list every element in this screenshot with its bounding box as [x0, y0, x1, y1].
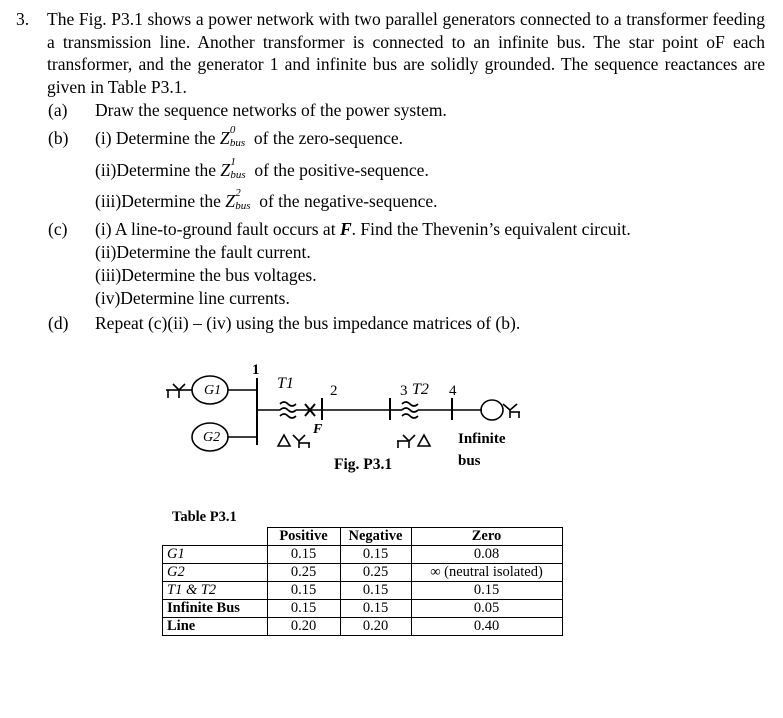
table-header-cell: Zero [411, 528, 562, 546]
part-d-label: (d) [48, 313, 69, 333]
part-b1: (i) Determine the Z 0 bus of the zero-sequence. [95, 124, 404, 149]
table-cell: Line [163, 618, 268, 636]
table-cell: 0.40 [411, 618, 562, 636]
part-c1: (i) A line-to-ground fault occurs at F. Find the Thevenin’s equivalent circuit. [95, 219, 631, 239]
table-header-cell: Positive [267, 528, 340, 546]
fault-label: F [313, 422, 323, 437]
bus-3-label: 3 [400, 383, 408, 399]
part-a-text: Draw the sequence networks of the power system. [95, 100, 447, 120]
table-cell: 0.15 [267, 600, 340, 618]
transformer-t2-coils [402, 402, 418, 418]
bus-1-label: 1 [252, 362, 260, 378]
g1-ground-symbol [166, 384, 192, 398]
part-c3: (iii)Determine the bus voltages. [95, 265, 317, 285]
part-d-text: Repeat (c)(ii) – (iv) using the bus impedance matrices of (b). [95, 313, 521, 333]
table-header-row [163, 528, 563, 546]
table-row [163, 600, 563, 618]
table-header-cell [163, 528, 268, 546]
table-row [163, 618, 563, 636]
table-cell: G1 [163, 546, 268, 564]
table-row [163, 564, 563, 582]
question-paragraph: The Fig. P3.1 shows a power network with two parallel generators connected to a transformer feeding a transmission line. Another transformer is connected to an infinite bus. The star point oF each transformer, and the generator 1 and infinite bus are solidly grounded. The sequence reactances are given in Table P3.1. [47, 9, 765, 97]
question-number: 3. [16, 9, 30, 29]
t2-connection-symbol [397, 435, 430, 448]
part-a-label: (a) [48, 100, 68, 120]
bus-2-label: 2 [330, 383, 338, 399]
table-cell: 0.20 [340, 618, 411, 636]
bus-4-label: 4 [449, 383, 457, 399]
g2-label: G2 [203, 430, 221, 445]
table-cell: 0.08 [411, 546, 562, 564]
zbus-negative-symbol: Z 2 bus [225, 187, 251, 212]
table-cell: 0.15 [267, 546, 340, 564]
infinite-bus-label-2: bus [458, 453, 481, 469]
table-header-cell: Negative [340, 528, 411, 546]
part-c2: (ii)Determine the fault current. [95, 242, 311, 262]
table-cell: 0.15 [267, 582, 340, 600]
g1-label: G1 [204, 383, 222, 398]
table-cell: Infinite Bus [163, 600, 268, 618]
table-cell: 0.25 [340, 564, 411, 582]
table-cell: 0.25 [267, 564, 340, 582]
part-b2: (ii)Determine the Z 1 bus of the positive-sequence. [95, 156, 429, 181]
table-cell: T1 & T2 [163, 582, 268, 600]
table-row [163, 582, 563, 600]
part-c-label: (c) [48, 219, 68, 239]
sequence-reactance-table [162, 527, 563, 636]
t1-connection-symbol [278, 435, 310, 448]
infinite-bus-ground-symbol [503, 404, 520, 418]
zbus-positive-symbol: Z 1 bus [220, 156, 246, 181]
table-cell: 0.15 [340, 600, 411, 618]
table-cell: ∞ (neutral isolated) [411, 564, 562, 582]
table-cell: 0.15 [411, 582, 562, 600]
part-b-label: (b) [48, 128, 69, 148]
table-caption: Table P3.1 [172, 509, 237, 525]
transformer-t1-coils [280, 402, 296, 418]
table-cell: 0.15 [340, 546, 411, 564]
part-c4: (iv)Determine line currents. [95, 288, 290, 308]
part-b3: (iii)Determine the Z 2 bus of the negative-sequence. [95, 187, 438, 212]
zbus-zero-symbol: Z 0 bus [219, 124, 246, 149]
table-cell: 0.20 [267, 618, 340, 636]
infinite-bus-label-1: Infinite [458, 431, 506, 447]
table-cell: 0.15 [340, 582, 411, 600]
infinite-bus-circle [481, 400, 503, 420]
table-cell: 0.05 [411, 600, 562, 618]
t1-label: T1 [277, 375, 294, 392]
table-cell: G2 [163, 564, 268, 582]
table-row [163, 546, 563, 564]
figure-caption: Fig. P3.1 [334, 456, 393, 473]
t2-label: T2 [412, 381, 429, 398]
